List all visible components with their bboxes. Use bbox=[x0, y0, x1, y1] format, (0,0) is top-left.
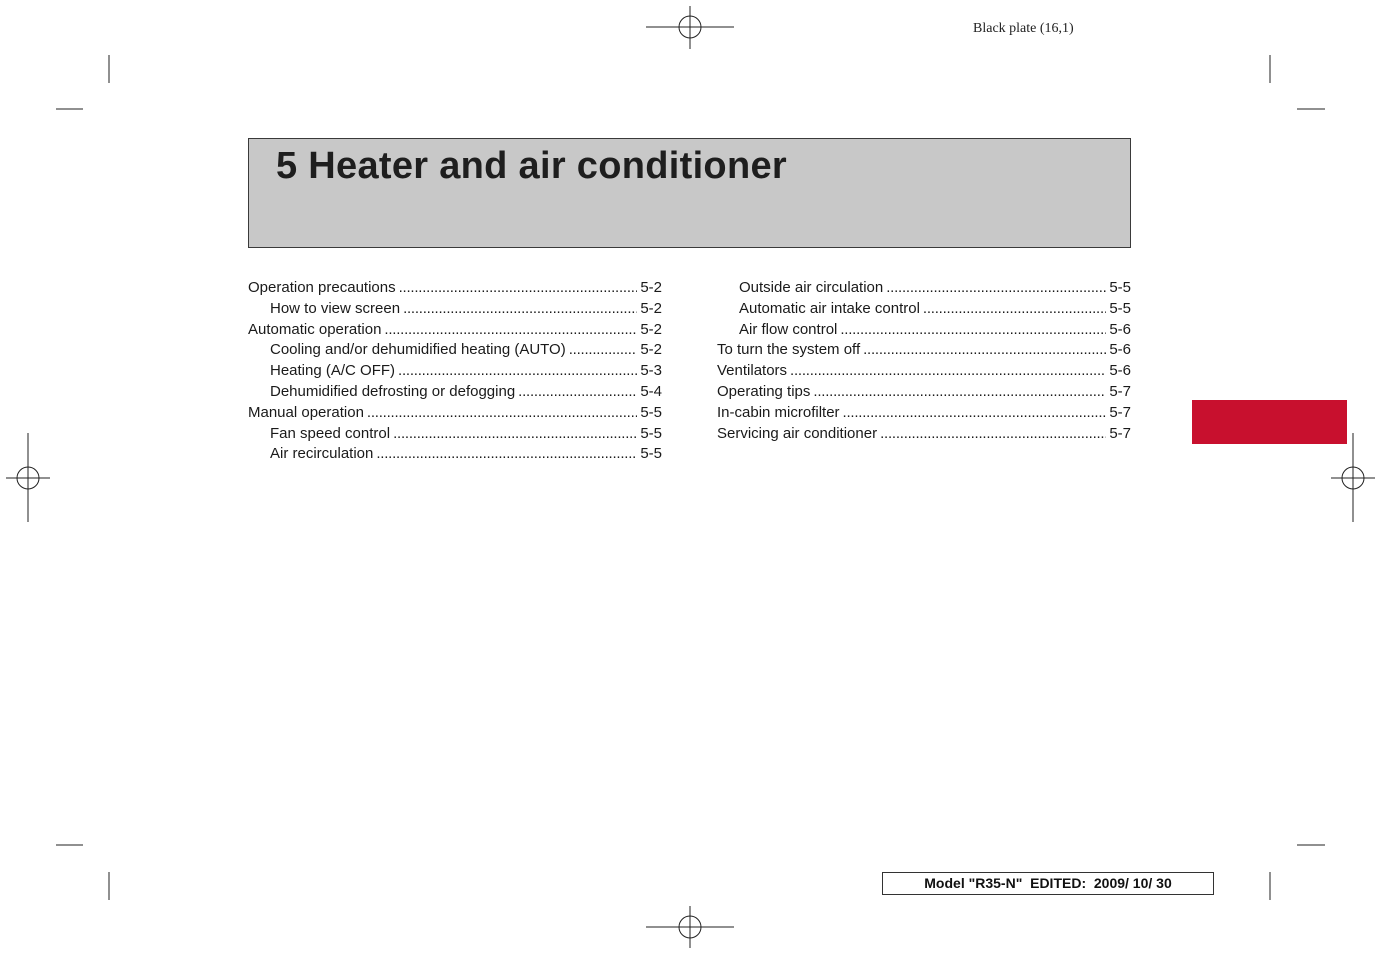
toc-entry-label: Outside air circulation bbox=[739, 279, 884, 296]
toc-entry[interactable] bbox=[248, 362, 662, 383]
toc-entry-page: 5-2 bbox=[640, 279, 662, 296]
toc-dot-leader bbox=[886, 279, 1106, 296]
toc-entry-label: Heating (A/C OFF) bbox=[270, 362, 396, 380]
toc-dot-leader bbox=[384, 321, 637, 338]
toc-entry[interactable] bbox=[248, 300, 662, 321]
toc-dot-leader bbox=[813, 383, 1106, 400]
toc-entry[interactable] bbox=[717, 425, 1131, 446]
toc-entry-page: 5-6 bbox=[1109, 362, 1131, 380]
toc-entry-label: Operation precautions bbox=[248, 279, 396, 296]
toc-entry-page: 5-7 bbox=[1109, 424, 1131, 442]
toc-entry[interactable] bbox=[717, 279, 1131, 300]
toc-entry-page: 5-3 bbox=[640, 362, 662, 380]
toc-entry-label: Air flow control bbox=[739, 320, 838, 338]
toc-entry-label: In-cabin microfilter bbox=[717, 403, 840, 421]
registration-mark-bottom bbox=[646, 906, 734, 948]
toc-entry[interactable] bbox=[248, 321, 662, 342]
crop-mark-top-left bbox=[56, 55, 109, 109]
toc-entry[interactable] bbox=[248, 383, 662, 404]
registration-mark-top bbox=[646, 6, 734, 49]
toc-entry[interactable] bbox=[717, 404, 1131, 425]
toc-entry[interactable] bbox=[717, 362, 1131, 383]
toc-entry-label: Ventilators bbox=[717, 362, 788, 380]
toc-entry-label: How to view screen bbox=[270, 299, 401, 317]
plate-label: Black plate (16,1) bbox=[973, 21, 1074, 36]
toc-entry[interactable] bbox=[717, 300, 1131, 321]
registration-mark-left bbox=[6, 433, 50, 522]
toc-dot-leader bbox=[376, 445, 637, 462]
toc-entry-label: Operating tips bbox=[717, 382, 811, 400]
toc-entry-page: 5-6 bbox=[1109, 341, 1131, 359]
toc-column-right bbox=[717, 279, 1131, 445]
toc-entry-page: 5-7 bbox=[1109, 403, 1131, 421]
toc-entry-page: 5-2 bbox=[640, 341, 662, 359]
toc-entry-page: 5-7 bbox=[1109, 382, 1131, 400]
chapter-title: 5 Heater and air conditioner bbox=[276, 145, 787, 187]
toc-entry-page: 5-5 bbox=[1109, 299, 1131, 317]
toc-entry-page: 5-5 bbox=[1109, 279, 1131, 296]
toc-entry-label: Manual operation bbox=[248, 403, 364, 421]
toc-entry[interactable] bbox=[717, 383, 1131, 404]
toc-entry-label: Servicing air conditioner bbox=[717, 424, 878, 442]
toc-entry-page: 5-5 bbox=[640, 424, 662, 442]
toc-entry-label: To turn the system off bbox=[717, 341, 861, 359]
edit-stamp: Model "R35-N" EDITED: 2009/ 10/ 30 bbox=[882, 872, 1214, 895]
toc-entry[interactable] bbox=[717, 321, 1131, 342]
toc-dot-leader bbox=[393, 425, 637, 442]
toc-entry[interactable] bbox=[248, 404, 662, 425]
toc-entry-page: 5-2 bbox=[640, 299, 662, 317]
toc-dot-leader bbox=[880, 425, 1106, 442]
toc-entry-page: 5-2 bbox=[640, 320, 662, 338]
toc-entry-page: 5-6 bbox=[1109, 320, 1131, 338]
toc-entry[interactable] bbox=[248, 279, 662, 300]
toc-dot-leader bbox=[863, 341, 1106, 358]
toc-entry-label: Air recirculation bbox=[270, 445, 374, 463]
toc-dot-leader bbox=[790, 362, 1106, 379]
toc-dot-leader bbox=[398, 362, 637, 379]
toc-dot-leader bbox=[367, 404, 637, 421]
toc-entry-label: Dehumidified defrosting or defogging bbox=[270, 382, 516, 400]
toc-entry-label: Fan speed control bbox=[270, 424, 391, 442]
crop-mark-bottom-left bbox=[56, 845, 109, 900]
toc-entry-label: Cooling and/or dehumidified heating (AUTO) bbox=[270, 341, 566, 359]
toc-entry-page: 5-5 bbox=[640, 403, 662, 421]
toc-entry-label: Automatic operation bbox=[248, 320, 382, 338]
toc-entry[interactable] bbox=[248, 425, 662, 446]
toc-dot-leader bbox=[843, 404, 1107, 421]
toc-column-left bbox=[248, 279, 662, 466]
toc-dot-leader bbox=[518, 383, 637, 400]
toc-entry[interactable] bbox=[717, 341, 1131, 362]
toc-entry-page: 5-5 bbox=[640, 445, 662, 463]
toc-dot-leader bbox=[399, 279, 638, 296]
toc-entry-page: 5-4 bbox=[640, 382, 662, 400]
toc-entry[interactable] bbox=[248, 341, 662, 362]
toc-entry-label: Automatic air intake control bbox=[739, 299, 920, 317]
crop-mark-bottom-right bbox=[1270, 845, 1325, 900]
toc-entry[interactable] bbox=[248, 445, 662, 466]
toc-dot-leader bbox=[923, 300, 1106, 317]
chapter-thumb-tab bbox=[1192, 400, 1347, 444]
toc-dot-leader bbox=[569, 341, 638, 358]
toc-dot-leader bbox=[403, 300, 637, 317]
toc-dot-leader bbox=[840, 321, 1106, 338]
chapter-title-band bbox=[248, 138, 1131, 248]
crop-mark-top-right bbox=[1270, 55, 1325, 109]
registration-mark-right bbox=[1331, 433, 1375, 522]
